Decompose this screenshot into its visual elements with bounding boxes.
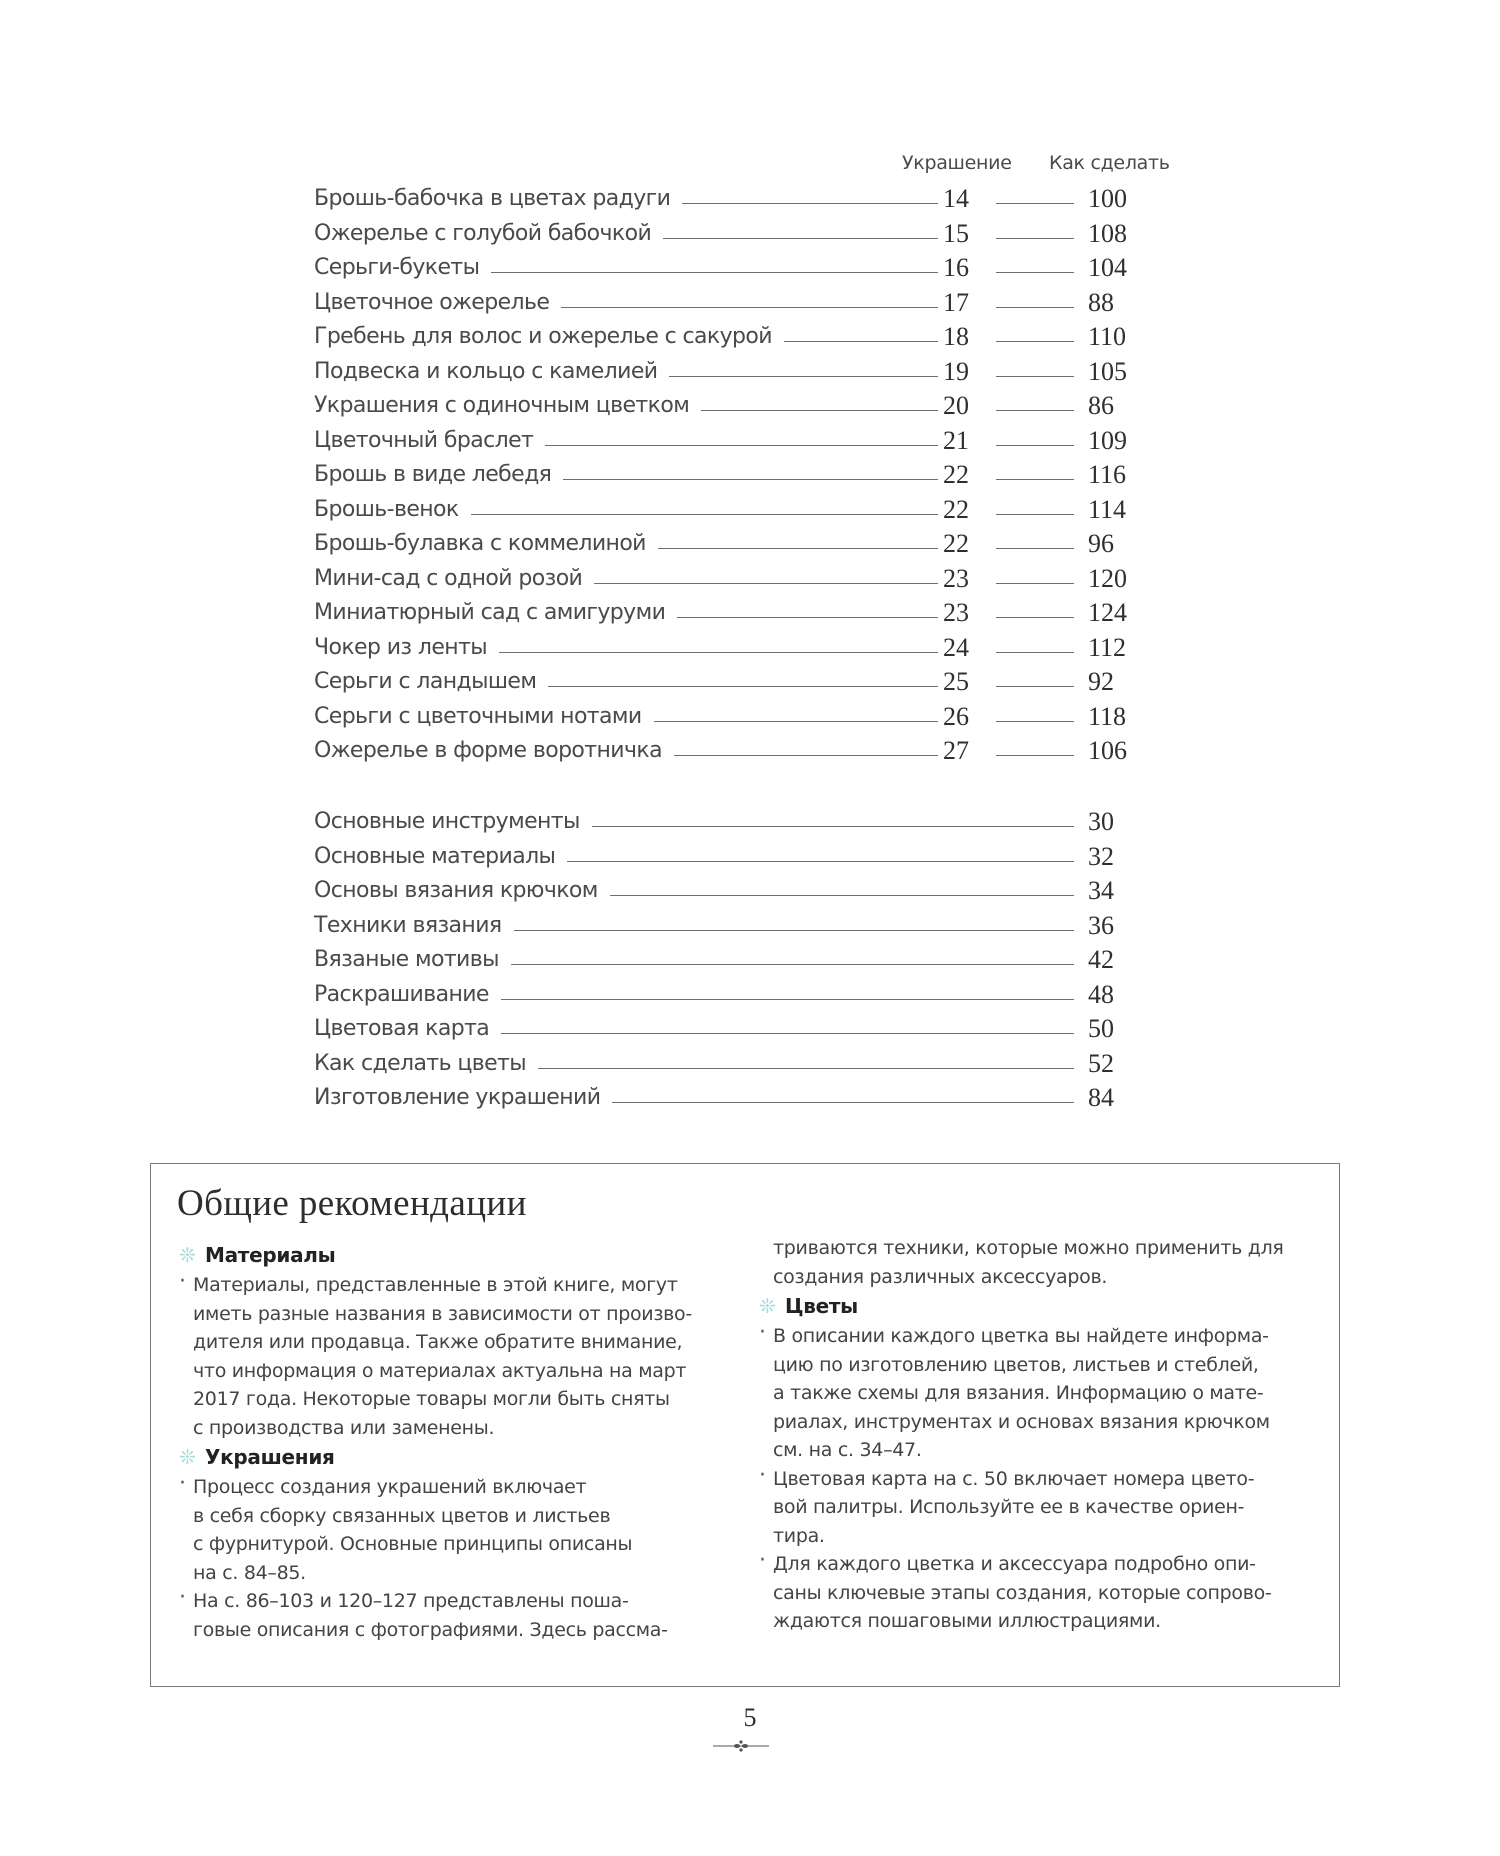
toc-entry-title: Чокер из ленты [314,634,488,660]
leader-line [548,686,938,687]
leader-line [471,514,938,515]
how-to-page-number: 116 [1088,460,1127,489]
leader-line [561,307,938,308]
toc-row[interactable] [314,841,1214,879]
leader-line [996,514,1074,515]
toc-row[interactable] [314,878,1214,913]
text-line: с фурнитурой. Основные принципы описаны [193,1533,633,1555]
leader-line [654,721,938,722]
toc-entry-title: Серьги с цветочными нотами [314,703,642,729]
toc-row[interactable] [314,979,1214,1017]
decoration-page-number: 23 [943,563,969,593]
tips-column-left [179,1240,719,1644]
leader-line [996,755,1074,756]
leader-line [996,583,1074,584]
decoration-page-number: 17 [943,287,969,317]
leader-line [996,272,1074,273]
page-number: 48 [1088,979,1114,1009]
page-number: 34 [1088,876,1114,905]
text-line: дителя или продавца. Также обратите внимание, [193,1331,683,1353]
how-to-page-number: 124 [1088,598,1127,627]
decoration-page-number: 23 [943,598,969,627]
toc-entry-title: Цветочное ожерелье [314,289,550,315]
toc-row[interactable] [314,393,1214,428]
decoration-page-number: 14 [943,184,969,213]
toc-row[interactable] [314,255,1214,290]
decoration-page-number: 20 [943,391,969,420]
toc-row[interactable] [314,462,1214,497]
tips-column-right [759,1234,1299,1636]
leader-line [567,861,1074,862]
text-line: · В описании каждого цветка вы найдете информа- [773,1325,1269,1347]
toc-entry-title: Серьги-букеты [314,255,480,280]
page-number: 5 [743,1703,757,1732]
toc-row[interactable] [314,494,1214,532]
toc-row[interactable] [314,669,1214,704]
toc-row[interactable] [314,531,1214,566]
subsection-heading [179,1240,719,1271]
toc-entry-title: Основные материалы [314,843,556,869]
how-to-page-number: 105 [1088,356,1127,386]
column-header-decoration: Украшение [902,152,1012,174]
text-line: тира. [773,1524,825,1547]
text-line: с производства или заменены. [193,1416,495,1439]
how-to-page-number: 120 [1088,563,1127,593]
toc-row[interactable] [314,600,1214,635]
toc-row[interactable] [314,356,1214,394]
subsection-heading [179,1442,719,1473]
text-line: саны ключевые этапы создания, которые сопрово- [773,1581,1272,1604]
leader-line [563,479,938,480]
toc-row[interactable] [314,563,1214,601]
toc-entry-title: Техники вязания [314,912,502,938]
text-line: ждаются пошаговыми иллюстрациями. [773,1610,1161,1632]
leader-line [499,652,938,653]
toc-row[interactable] [314,1016,1214,1051]
toc-entry-title: Цветовая карта [314,1016,490,1041]
toc-entry-title: Серьги с ландышем [314,669,537,694]
how-to-page-number: 118 [1088,701,1127,731]
subsection-heading [759,1291,1299,1322]
how-to-page-number: 88 [1088,287,1114,317]
decoration-page-number: 22 [943,460,969,489]
text-line: на с. 84–85. [193,1561,306,1584]
section-title: Общие рекомендации [177,1183,527,1224]
bullet-paragraph [179,1587,719,1644]
leader-line [996,341,1074,342]
leader-line [996,721,1074,722]
text-line: 2017 года. Некоторые товары могли быть сняты [193,1388,670,1410]
text-line: цию по изготовлению цветов, листьев и стеблей, [773,1353,1259,1376]
toc-entry-title: Основные инструменты [314,809,580,834]
toc-entry-title: Брошь-бабочка в цветах радуги [314,186,671,211]
text-line: триваются техники, которые можно применить для [773,1237,1284,1259]
toc-row[interactable] [314,425,1214,463]
toc-row[interactable] [314,218,1214,256]
leader-line [784,341,938,342]
toc-row[interactable] [314,947,1214,982]
toc-entry-title: Ожерелье в форме воротничка [314,738,662,763]
decoration-page-number: 19 [943,356,969,386]
leader-line [610,895,1074,896]
text-line: · Процесс создания украшений включает [193,1476,587,1498]
leader-line [511,964,1074,965]
subsection-heading-label: Украшения [205,1445,335,1469]
toc-entry-title: Украшения с одиночным цветком [314,393,690,418]
toc-row[interactable] [314,910,1214,948]
toc-row[interactable] [314,287,1214,325]
text-line: говые описания с фотографиями. Здесь рассма- [193,1618,668,1641]
bullet-paragraph [759,1234,1299,1291]
leader-line [501,999,1074,1000]
page-number: 36 [1088,910,1114,940]
text-line: · Для каждого цветка и аксессуара подробно опи- [773,1553,1256,1575]
leader-line [658,548,938,549]
toc-row[interactable] [314,324,1214,359]
leader-line [996,238,1074,239]
bullet-paragraph [179,1473,719,1587]
decoration-page-number: 26 [943,701,969,731]
text-line: а также схемы для вязания. Информацию о мате- [773,1382,1264,1404]
leader-line [996,548,1074,549]
page-number: 32 [1088,841,1114,871]
leader-line [677,617,938,618]
leader-line [701,410,938,411]
decoration-page-number: 16 [943,253,969,282]
text-line: · Цветовая карта на с. 50 включает номера цвето- [773,1467,1255,1490]
decoration-page-number: 15 [943,218,969,248]
decoration-page-number: 25 [943,667,969,696]
leader-line [996,445,1074,446]
toc-entry-title: Основы вязания крючком [314,878,598,903]
leader-line [501,1033,1074,1034]
text-line: · На с. 86–103 и 120–127 представлены поша- [193,1590,629,1612]
text-line: риалах, инструментах и основах вязания крючком [773,1410,1270,1433]
ornament-icon [711,1738,771,1754]
toc-row[interactable] [314,738,1214,773]
leader-line [514,930,1074,931]
page-number: 30 [1088,807,1114,836]
leader-line [491,272,938,273]
how-to-page-number: 109 [1088,425,1127,455]
toc-basics-list [314,809,1214,1120]
bullet-paragraph [179,1271,719,1442]
decoration-page-number: 22 [943,529,969,558]
toc-entry-title: Подвеска и кольцо с камелией [314,358,658,384]
toc-entry-title: Как сделать цветы [314,1050,527,1076]
toc-row[interactable] [314,1048,1214,1086]
toc-entry-title: Вязаные мотивы [314,947,499,972]
leader-line [996,410,1074,411]
snowflake-icon: ❊ [179,1445,196,1469]
text-line: что информация о материалах актуальна на март [193,1359,687,1382]
page-number: 52 [1088,1048,1114,1078]
text-line: · Материалы, представленные в этой книге, могут [193,1274,678,1296]
toc-projects-list [314,186,1214,773]
toc-entry-title: Гребень для волос и ожерелье с сакурой [314,324,772,349]
how-to-page-number: 108 [1088,218,1127,248]
how-to-page-number: 100 [1088,184,1127,213]
leader-line [612,1102,1074,1103]
how-to-page-number: 106 [1088,736,1127,765]
leader-line [682,203,938,204]
how-to-page-number: 92 [1088,667,1114,696]
text-line: иметь разные названия в зависимости от произво- [193,1302,692,1325]
leader-line [674,755,938,756]
how-to-page-number: 112 [1088,632,1127,662]
leader-line [669,376,938,377]
how-to-page-number: 96 [1088,529,1114,558]
toc-row[interactable] [314,186,1214,221]
how-to-page-number: 86 [1088,391,1114,420]
toc-entry-title: Мини-сад с одной розой [314,565,583,591]
text-line: вой палитры. Используйте ее в качестве ориен- [773,1496,1245,1518]
snowflake-icon: ❊ [759,1294,776,1318]
subsection-heading-label: Цветы [785,1294,858,1318]
text-line: в себя сборку связанных цветов и листьев [193,1504,611,1527]
toc-entry-title: Брошь-венок [314,496,459,522]
leader-line [538,1068,1074,1069]
leader-line [545,445,938,446]
subsection-heading-label: Материалы [205,1243,336,1267]
how-to-page-number: 104 [1088,253,1127,282]
leader-line [592,826,1074,827]
leader-line [996,617,1074,618]
page-number: 84 [1088,1083,1114,1112]
column-header-how-to: Как сделать [1049,152,1170,174]
toc-row[interactable] [314,1085,1214,1120]
toc-entry-title: Брошь в виде лебедя [314,462,552,487]
general-recommendations-box [150,1163,1340,1687]
decoration-page-number: 22 [943,494,969,524]
toc-entry-title: Ожерелье с голубой бабочкой [314,220,652,246]
toc-row[interactable] [314,809,1214,844]
toc-entry-title: Брошь-булавка с коммелиной [314,531,646,556]
toc-entry-title: Раскрашивание [314,981,489,1007]
leader-line [996,479,1074,480]
how-to-page-number: 110 [1088,322,1127,351]
page-number: 50 [1088,1014,1114,1043]
leader-line [663,238,938,239]
toc-row[interactable] [314,632,1214,670]
leader-line [996,203,1074,204]
leader-line [996,652,1074,653]
snowflake-icon: ❊ [179,1243,196,1267]
decoration-page-number: 24 [943,632,969,662]
decoration-page-number: 21 [943,425,969,455]
page-number: 42 [1088,945,1114,974]
decoration-page-number: 27 [943,736,969,765]
leader-line [594,583,938,584]
bullet-paragraph [759,1550,1299,1636]
text-line: см. на с. 34–47. [773,1439,922,1461]
decoration-page-number: 18 [943,322,969,351]
leader-line [996,307,1074,308]
toc-entry-title: Изготовление украшений [314,1085,601,1110]
toc-entry-title: Миниатюрный сад с амигуруми [314,600,666,625]
bullet-paragraph [759,1465,1299,1551]
toc-entry-title: Цветочный браслет [314,427,534,453]
leader-line [996,376,1074,377]
how-to-page-number: 114 [1088,494,1127,524]
toc-row[interactable] [314,701,1214,739]
text-line: создания различных аксессуаров. [773,1265,1108,1288]
bullet-paragraph [759,1322,1299,1465]
leader-line [996,686,1074,687]
